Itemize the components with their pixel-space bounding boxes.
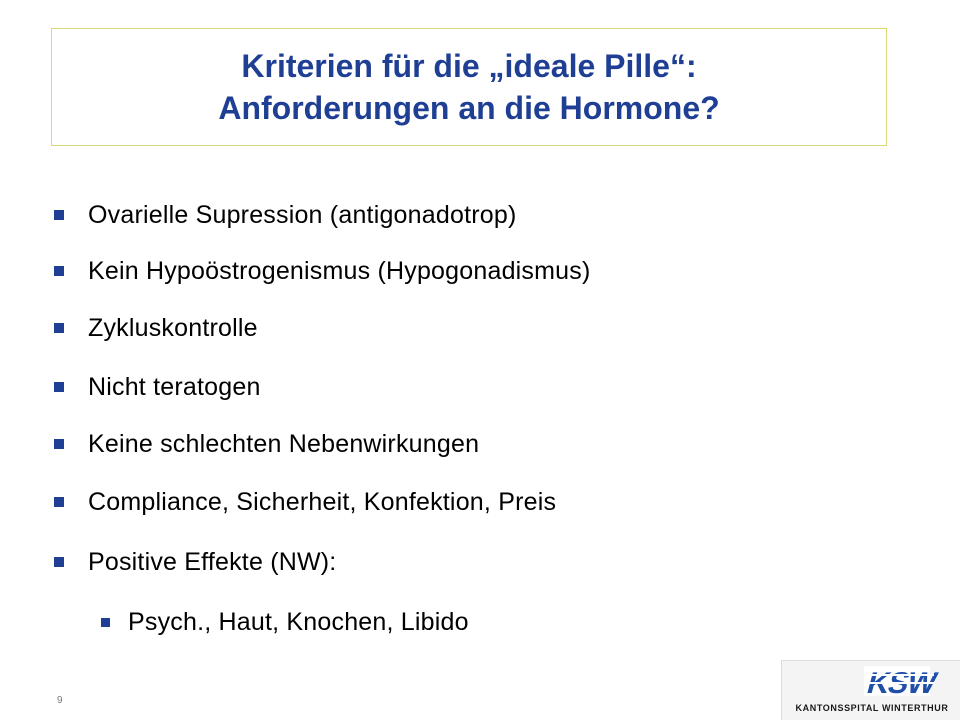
sub-bullet-text: Psych., Haut, Knochen, Libido: [128, 607, 469, 636]
bullet-item: [54, 198, 516, 232]
ksw-logo-text: KSW: [863, 666, 940, 700]
square-bullet-icon: [54, 210, 64, 220]
bullet-item: [54, 427, 479, 461]
page-number: 9: [57, 695, 63, 706]
bullet-text: Zykluskontrolle: [88, 313, 258, 342]
bullet-text: Kein Hypoöstrogenismus (Hypogonadismus): [88, 256, 591, 285]
ksw-logo: [781, 660, 960, 720]
bullet-item: [54, 545, 336, 579]
square-bullet-icon: [54, 439, 64, 449]
square-bullet-icon: [54, 323, 64, 333]
bullet-item: [54, 370, 261, 404]
bullet-item: [54, 311, 258, 345]
bullet-text: Ovarielle Supression (antigonadotrop): [88, 200, 517, 229]
square-bullet-icon: [54, 382, 64, 392]
square-bullet-icon: [54, 497, 64, 507]
ksw-logo-subtitle: KANTONSSPITAL WINTERTHUR: [795, 703, 949, 713]
bullet-text: Nicht teratogen: [88, 372, 261, 401]
sub-bullet-item: [101, 605, 469, 639]
square-bullet-icon: [54, 266, 64, 276]
square-bullet-icon: [101, 618, 110, 627]
square-bullet-icon: [54, 557, 64, 567]
bullet-text: Compliance, Sicherheit, Konfektion, Preis: [88, 487, 557, 516]
slide-title-line-1: Kriterien für die „ideale Pille“:: [241, 48, 697, 84]
slide-title-line-2: Anforderungen an die Hormone?: [218, 90, 720, 126]
bullet-text: Positive Effekte (NW):: [88, 547, 337, 576]
bullet-item: [54, 485, 556, 519]
bullet-item: [54, 254, 590, 288]
bullet-text: Keine schlechten Nebenwirkungen: [88, 429, 480, 458]
